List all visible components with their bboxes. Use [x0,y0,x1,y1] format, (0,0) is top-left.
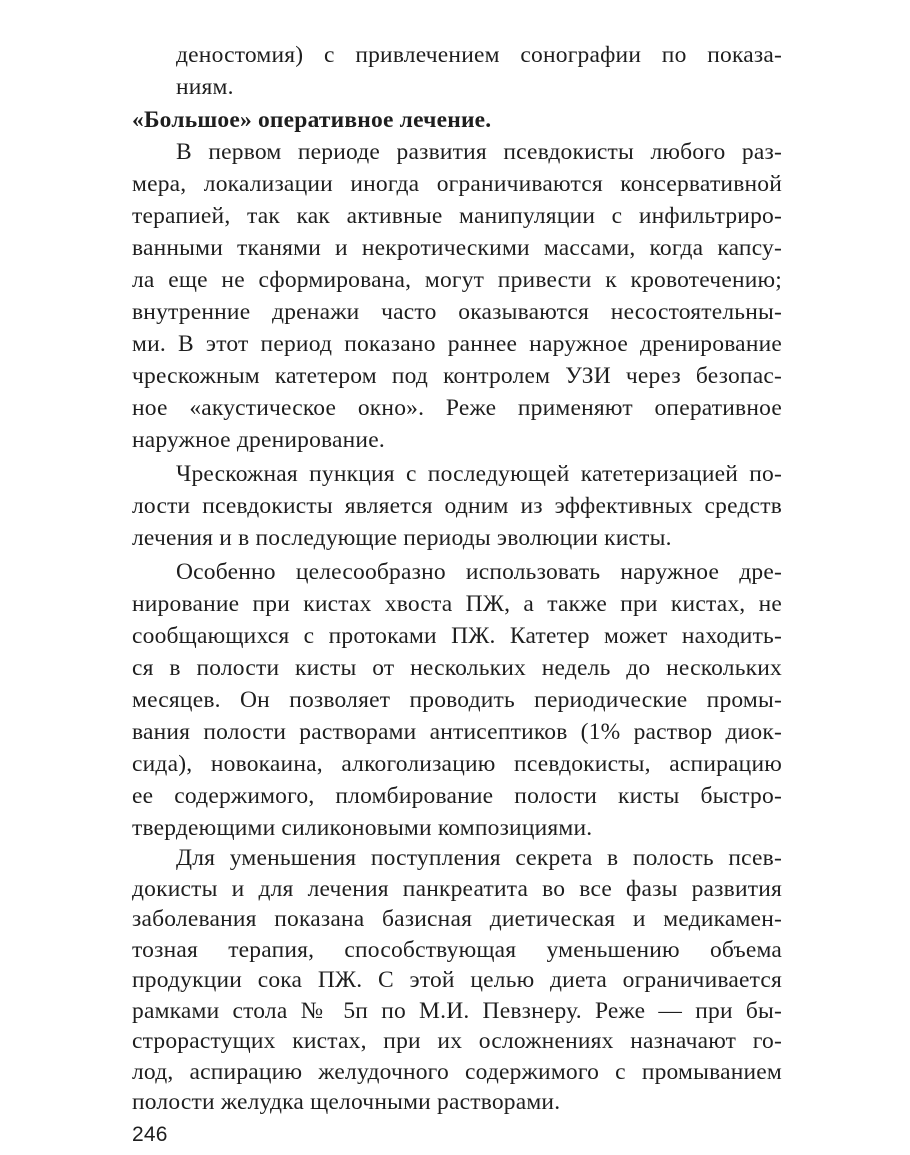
paragraph-first-line: В первом периоде развития псевдокисты любого раз- [176,139,782,165]
text-line: чрескожным катетером под контролем УЗИ через безопас- [132,363,782,389]
text-line: твердеющими силиконовыми композициями. [132,815,593,841]
text-line: месяцев. Он позволяет проводить периодические промы- [132,687,782,713]
page-number: 246 [132,1123,168,1146]
text-line: ное «акустическое окно». Реже применяют оперативное [132,395,782,421]
text-line: сообщающихся с протоками ПЖ. Катетер может находить- [132,623,782,649]
text-line: рамками стола № 5п по М.И. Певзнеру. Реже — при бы- [132,997,782,1024]
text-line: ми. В этот период показано раннее наружное дренирование [132,331,782,357]
text-line: полости желудка щелочными растворами. [132,1089,561,1115]
paragraph-first-line: Для уменьшения поступления секрета в полость псев- [176,845,782,871]
text-line: вания полости растворами антисептиков (1% раствор диок- [132,719,782,745]
section-heading: «Большое» оперативное лечение. [132,107,492,133]
text-line: строрастущих кистах, при их осложнениях назначают го- [132,1028,782,1054]
text-line: ниям. [176,74,234,100]
text-line: заболевания показана базисная диетическая и медикамен- [132,906,782,932]
text-line: лод, аспирацию желудочного содержимого с промыванием [132,1058,782,1085]
text-line: ла еще не сформирована, могут привести к кровотечению; [132,267,782,293]
text-line: терапией, так как активные манипуляции с инфильтриро- [132,203,782,229]
text-line: мера, локализации иногда ограничиваются консервативной [132,171,782,197]
text-line: ванными тканями и некротическими массами, когда капсу- [132,235,782,261]
text-line: тозная терапия, способствующая уменьшению объема [132,936,782,963]
text-line: ся в полости кисты от нескольких недель до нескольких [132,655,782,681]
text-line: наружное дренирование. [132,427,385,453]
text-line: лости псевдокисты является одним из эффективных средств [132,493,782,519]
text-line: внутренние дренажи часто оказываются несостоятельны- [132,299,782,325]
paragraph-first-line: Особенно целесообразно использовать наружное дре- [176,559,782,585]
text-line: продукции сока ПЖ. С этой целью диета ограничивается [132,967,782,993]
paragraph-first-line: Чрескожная пункция с последующей катетеризацией по- [176,461,782,487]
text-line: сида), новокаина, алкоголизацию псевдокисты, аспирацию [132,751,782,777]
text-line: нирование при кистах хвоста ПЖ, а также при кистах, не [132,591,782,617]
text-line: лечения и в последующие периоды эволюции кисты. [132,525,672,551]
text-line: докисты и для лечения панкреатита во все фазы развития [132,875,782,902]
text-line: ее содержимого, пломбирование полости кисты быстро- [132,783,782,809]
text-line: деностомия) с привлечением сонографии по показа- [176,42,782,68]
